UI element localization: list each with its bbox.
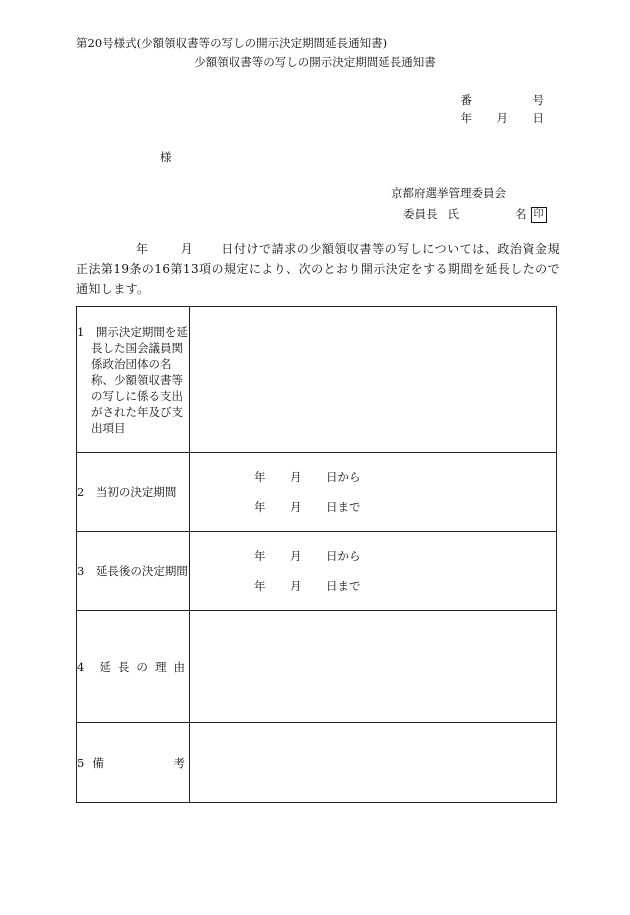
row2-value[interactable]: [190, 453, 557, 532]
row4-value[interactable]: [190, 611, 557, 723]
addressee-honorific: 様: [160, 150, 172, 164]
row2-label: 2 当初の決定期間: [77, 453, 190, 532]
sender-organization: 京都府選挙管理委員会: [391, 186, 506, 200]
date-day: 日: [532, 111, 544, 125]
row5-value[interactable]: [190, 723, 557, 803]
extended-period-from: 年 月 日から: [254, 549, 361, 563]
row1-label: 1 開示決定期間を延長した国会議員関係政治団体の名称、少額領収書等の写しに係る支出がされた年及び支出項目: [77, 307, 190, 453]
extended-period-to: 年 月 日まで: [254, 579, 361, 593]
seal-mark: 印: [531, 207, 547, 223]
row3-value[interactable]: [190, 532, 557, 611]
sender-name-prefix: 氏: [447, 207, 459, 222]
reference-date: [461, 112, 545, 126]
body-month: 月: [180, 242, 194, 256]
reference-number-suffix: 号: [532, 93, 544, 107]
table-row: [77, 723, 557, 803]
date-year: 年: [460, 111, 472, 125]
table-row: [77, 611, 557, 723]
row5-label: 5 備 考: [77, 723, 190, 803]
table-row: [77, 453, 557, 532]
table-row: [77, 532, 557, 611]
row3-label: 3 延長後の決定期間: [77, 532, 190, 611]
notice-table: [76, 306, 557, 803]
initial-period-from: 年 月 日から: [254, 470, 361, 484]
sender-name-suffix: 名: [515, 207, 527, 222]
notice-body: [76, 239, 560, 299]
table-row: [77, 307, 557, 453]
document-title: 少額領収書等の写しの開示決定期間延長通知書: [194, 55, 436, 69]
date-month: 月: [496, 111, 508, 125]
reference-number-label: 番: [460, 93, 472, 107]
row4-label: 4 延 長 の 理 由: [77, 611, 190, 723]
row1-value[interactable]: [190, 307, 557, 453]
sender-signature-line: [403, 207, 547, 223]
initial-period-to: 年 月 日まで: [254, 500, 361, 514]
form-number: 第20号様式(少額領収書等の写しの開示決定期間延長通知書): [76, 36, 388, 50]
body-year: 年: [136, 242, 149, 256]
reference-number: [461, 94, 545, 108]
body-main-text: 日付けで請求の少額領収書等の写しについては、政治資金規正法第19条の16第13項の規定により、次のとおり開示決定をする期間を延長したので通知します。: [76, 242, 561, 296]
sender-position: 委員長: [403, 207, 438, 222]
